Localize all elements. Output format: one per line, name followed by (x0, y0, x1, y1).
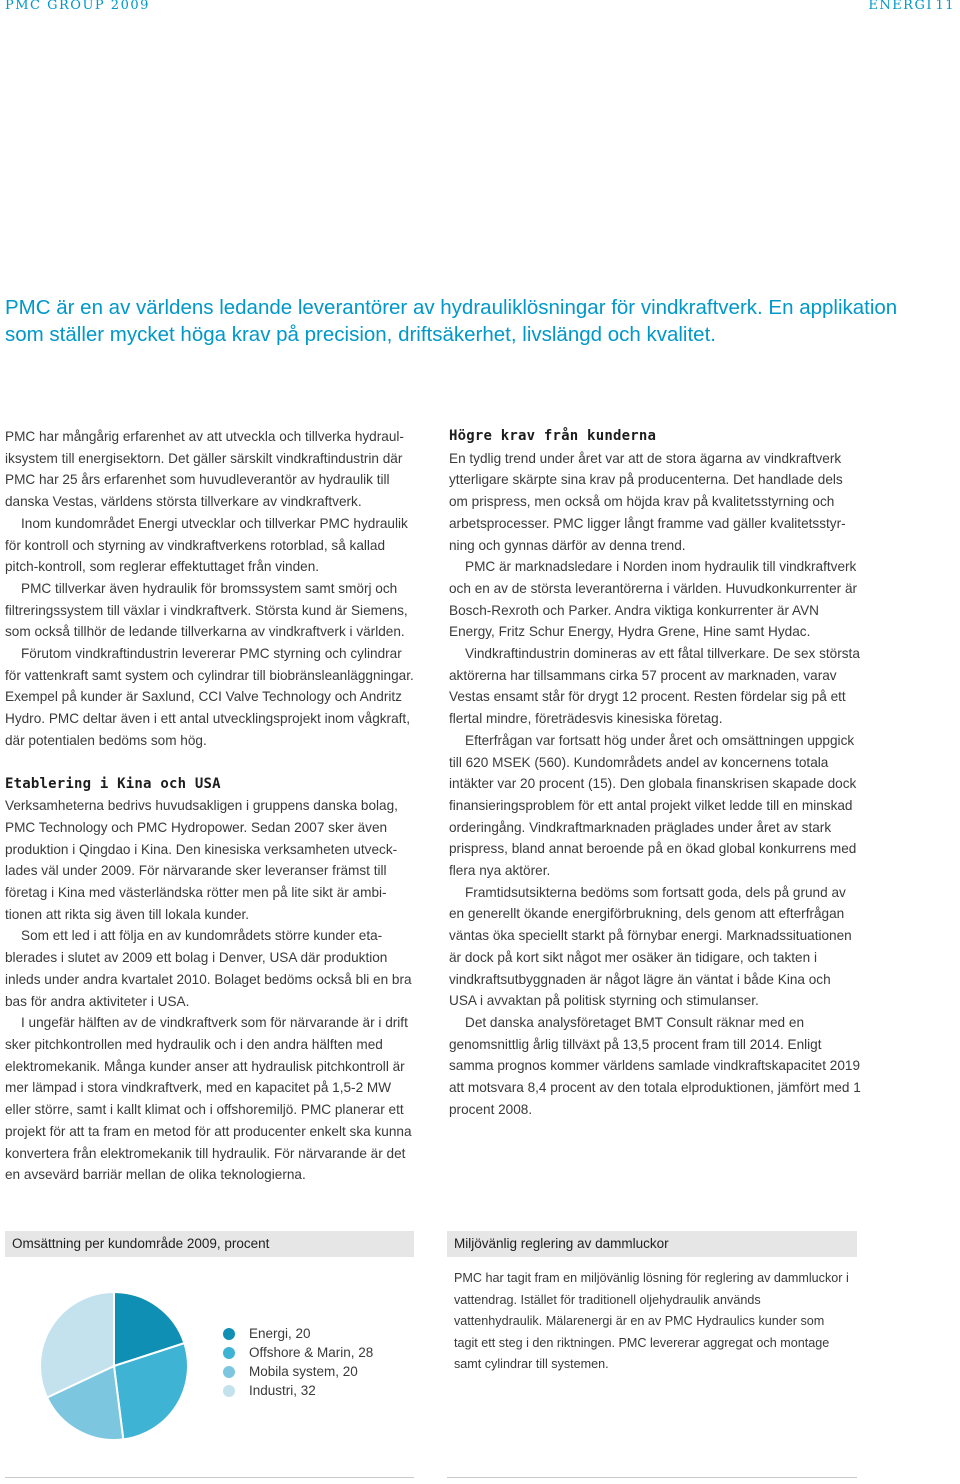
right-paragraph-1: En tydlig trend under året var att de stora ägarna av vindkraftverk ytterligare skärpte sina krav på producenterna. Det handlade dels om prispress, men också om höjda krav på kvalitetsstyrning och arbetsprocesser. PMC ligger långt framme vad gäller kvalitetsstyrning och gynnas därför av denna trend. (449, 450, 846, 553)
legend-item (223, 1343, 373, 1362)
legend-swatch (223, 1366, 235, 1378)
right-paragraph-6: Det danska analysföretaget BMT Consult räknar med en genomsnittlig årlig tillväxt på 13,5 procent fram till 2014. Enligt samma prognos kommer världens samlade vindkraftskapacitet 2019 att motsvara 8,4 procent av den totala elproduktionen, jämfört med 1 procent 2008. (449, 1014, 861, 1117)
left-paragraph-7: I ungefär hälften av de vindkraftverk som för närvarande är i drift sker pitchkontrollen med hydraulik och i den andra hälften med elektromekanik. Många kunder anser att hydraulisk pitchkontroll är mer lämpad i stora vindkraftverk, med en kapacitet på 1,5-2 MW eller större, samt i kallt klimat och i offshoremiljö. PMC planerar ett projekt för att ta fram en metod för att producenter enkelt ska kunna konvertera från elektromekanik till hydraulik. För närvarande är det en avsevärd barriär mellan de olika teknologierna. (5, 1015, 412, 1183)
legend-item (223, 1324, 373, 1343)
left-paragraph-2: Inom kundområdet Energi utvecklar och tillverkar PMC hydraulik för kontroll och styrning av vindkraftverkens rotorblad, så kallad pitch-kontroll, som reglerar effektuttaget från vinden. (5, 515, 408, 575)
chart-title: Omsättning per kundområde 2009, procent (5, 1231, 414, 1257)
legend-item (223, 1362, 373, 1381)
left-paragraph-6: Som ett led i att följa en av kundområdets större kunder etablerades i slutet av 2009 ett bolag i Denver, USA där produktion inleds under andra kvartalet 2010. Bolaget bedöms också bli en bra bas för andra aktiviteter i USA. (5, 928, 412, 1009)
header-section: ENERGI (868, 0, 933, 13)
info-box-title: Miljövänlig reglering av dammluckor (447, 1231, 857, 1257)
running-header (5, 0, 955, 16)
right-column (449, 426, 861, 1121)
chart-legend (223, 1324, 373, 1400)
legend-label: Mobila system, 20 (249, 1364, 358, 1379)
left-paragraph-5: Verksamheterna bedrivs huvudsakligen i gruppens danska bolag, PMC Technology och PMC Hydropower. Sedan 2007 sker även produktion i Qingdao i Kina. Den kinesiska verksamheten utvecklades väl under 2009. För närvarande sker leveranser främst till företag i Kina med västerländska rötter men på lite sikt är ambitionen att rikta sig även till lokala kunder. (5, 798, 398, 922)
revenue-chart-box (5, 1231, 414, 1478)
left-paragraph-4: Förutom vindkraftindustrin levererar PMC styrning och cylindrar för vattenkraft samt system och cylindrar till biobränsleanläggningar. Exempel på kunder är Saxlund, CCI Valve Technology och Andritz Hydro. PMC deltar även i ett antal utvecklingsprojekt inom vågkraft, där potentialen bedöms som hög. (5, 646, 414, 748)
left-paragraph-1: PMC har mångårig erfarenhet av att utveckla och tillverka hydrauliksystem till energisektorn. Det gäller särskilt vindkraftindustrin där PMC har 25 års erfarenhet som huvudleverantör av hydraulik till danska Vestas, världens största tillverkare av vindkraftverk. (5, 429, 404, 510)
right-paragraph-5: Framtidsutsikterna bedöms som fortsatt goda, dels på grund av en generellt ökande energiförbrukning, dels genom att efterfrågan väntas öka speciellt starkt på förnybar energi. Marknadssituationen är dock på kort sikt något mer osäker än tidigare, och takten i vindkraftsutbyggnaden är något lägre än väntat i både Kina och USA i avvaktan på politisk styrning och stimulanser. (449, 884, 852, 1009)
legend-swatch (223, 1328, 235, 1340)
info-box (447, 1231, 857, 1478)
pie-chart (39, 1291, 189, 1441)
left-column (5, 426, 415, 1186)
right-paragraph-3: Vindkraftindustrin domineras av ett fåtal tillverkare. De sex största aktörerna har tillsammans cirka 57 procent av marknaden, varav Vestas ensamt står för drygt 12 procent. Resten fördelar sig på ett flertal mindre, företrädesvis kinesiska företag. (449, 646, 860, 727)
info-box-body: PMC har tagit fram en miljövänlig lösning för reglering av dammluckor i vattendrag. Istället för traditionell oljehydraulik används vattenhydraulik. Mälarenergi är en av PMC Hydraulics kunder som tagit ett steg i den riktningen. PMC levererar aggregat och montage samt cylindrar till systemen. (454, 1271, 849, 1372)
right-paragraph-4: Efterfrågan var fortsatt hög under året och omsättningen uppgick till 620 MSEK (560). Kundområdets andel av koncernens totala intäkter var 20 procent (15). Den globala finanskrisen skapade dock finansieringsproblem för ett antal projekt vilket ledde till en minskad orderingång. Vindkraftmarknaden präglades under året av stark prispress, bland annat beroende på en ökad global konkurrens med flera nya aktörer. (449, 732, 857, 879)
right-paragraph-2: PMC är marknadsledare i Norden inom hydraulik till vindkraftverk och en av de största leverantörerna i världen. Huvudkonkurrenter är Bosch-Rexroth och Parker. Andra viktiga konkurrenter är AVN Energy, Fritz Schur Energy, Hydra Grene, Hine samt Hydac. (449, 559, 858, 640)
section-heading-krav: Högre krav från kunderna (449, 428, 657, 444)
left-paragraph-3: PMC tillverkar även hydraulik för bromssystem samt smörj och filtreringssystem till växlar i vindkraftverk. Största kund är Siemens, som också tillhör de ledande tillverkarna av vindkraftverk i världen. (5, 580, 408, 640)
legend-label: Offshore & Marin, 28 (249, 1345, 374, 1360)
legend-swatch (223, 1385, 235, 1397)
legend-swatch (223, 1347, 235, 1359)
header-publication: PMC GROUP 2009 (5, 0, 150, 13)
page-number: 11 (935, 0, 955, 13)
legend-label: Industri, 32 (249, 1383, 316, 1398)
legend-label: Energi, 20 (249, 1326, 311, 1341)
intro-lead: PMC är en av världens ledande leverantörer av hydrauliklösningar för vindkraftverk. En applikation som ställer mycket höga krav på precision, driftsäkerhet, livslängd och kvalitet. (5, 296, 898, 346)
section-heading-kina-usa: Etablering i Kina och USA (5, 775, 221, 792)
legend-item (223, 1381, 373, 1400)
